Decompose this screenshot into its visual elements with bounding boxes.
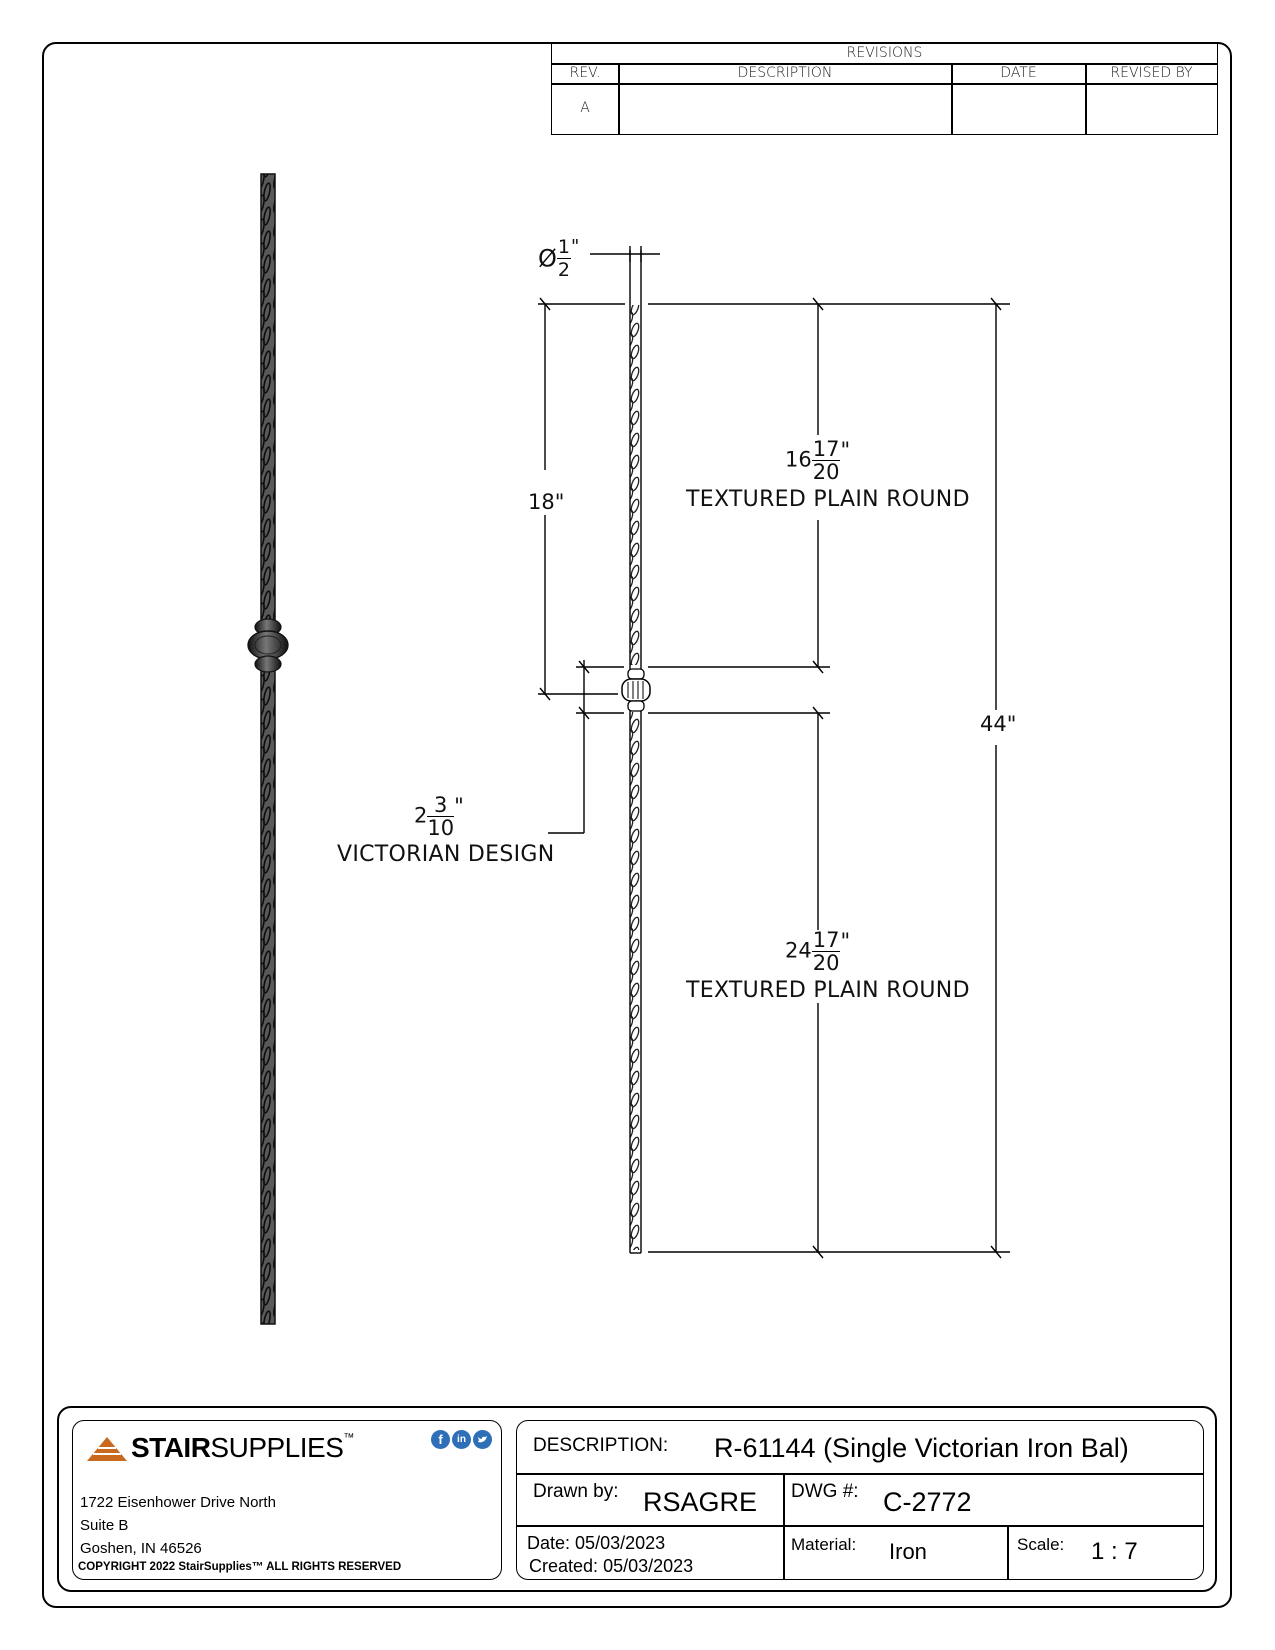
scale-value: 1 : 7 bbox=[1091, 1538, 1138, 1565]
copyright-notice: COPYRIGHT 2022 StairSupplies™ ALL RIGHTS RESERVED bbox=[78, 1561, 402, 1573]
lower-round-label: TEXTURED PLAIN ROUND bbox=[686, 978, 970, 1003]
linkedin-icon[interactable]: in bbox=[452, 1430, 471, 1449]
created-field: Created: 05/03/2023 bbox=[529, 1556, 694, 1576]
material-value: Iron bbox=[889, 1539, 927, 1564]
baluster-render bbox=[248, 174, 288, 1324]
overall-height-dimension: 44" bbox=[980, 712, 1017, 736]
baluster-elevation bbox=[622, 250, 650, 1253]
scale-label: Scale: bbox=[1017, 1535, 1065, 1554]
description-value: R-61144 (Single Victorian Iron Bal) bbox=[714, 1433, 1129, 1463]
description-label: DESCRIPTION: bbox=[533, 1435, 669, 1456]
date-header: DATE bbox=[1000, 65, 1037, 81]
social-links bbox=[431, 1430, 493, 1450]
design-dimension: 2 $\frac{3}{10}$ " bbox=[414, 793, 464, 840]
top-section-dimension: 18" bbox=[528, 490, 565, 514]
facebook-icon[interactable]: f bbox=[431, 1430, 450, 1449]
upper-round-label: TEXTURED PLAIN ROUND bbox=[686, 487, 970, 512]
rev-cell-a: A bbox=[580, 100, 590, 116]
company-address: 1722 Eisenhower Drive North Suite B Goshen, IN 46526 bbox=[80, 1494, 276, 1557]
drawing-info-box bbox=[516, 1420, 1204, 1580]
dwg-number-label: DWG #: bbox=[791, 1481, 859, 1502]
drawn-by-value: RSAGRE bbox=[643, 1487, 758, 1517]
material-label: Material: bbox=[791, 1535, 857, 1554]
rev-header: REV. bbox=[569, 65, 601, 81]
diameter-dimension: Ø $\frac{1}{2}$ " bbox=[538, 236, 580, 281]
revised-by-header: REVISED BY bbox=[1110, 65, 1193, 81]
description-header: DESCRIPTION bbox=[737, 65, 833, 81]
company-logo: STAIRSUPPLIES™ bbox=[131, 1432, 354, 1463]
date-field: Date: 05/03/2023 bbox=[527, 1533, 666, 1553]
lower-round-dimension: 24 $\frac{17}{20}$ " bbox=[785, 928, 851, 975]
drawn-by-label: Drawn by: bbox=[533, 1481, 619, 1502]
twitter-icon[interactable] bbox=[473, 1430, 492, 1449]
dimension-lines bbox=[538, 246, 1010, 1258]
upper-round-dimension: 16 $\frac{17}{20}$ " bbox=[785, 437, 851, 484]
design-label: VICTORIAN DESIGN bbox=[337, 842, 555, 867]
stair-logo-icon bbox=[85, 1435, 129, 1465]
dwg-number-value: C-2772 bbox=[883, 1487, 972, 1517]
revisions-title: REVISIONS bbox=[846, 45, 923, 61]
company-info-box bbox=[72, 1420, 502, 1580]
